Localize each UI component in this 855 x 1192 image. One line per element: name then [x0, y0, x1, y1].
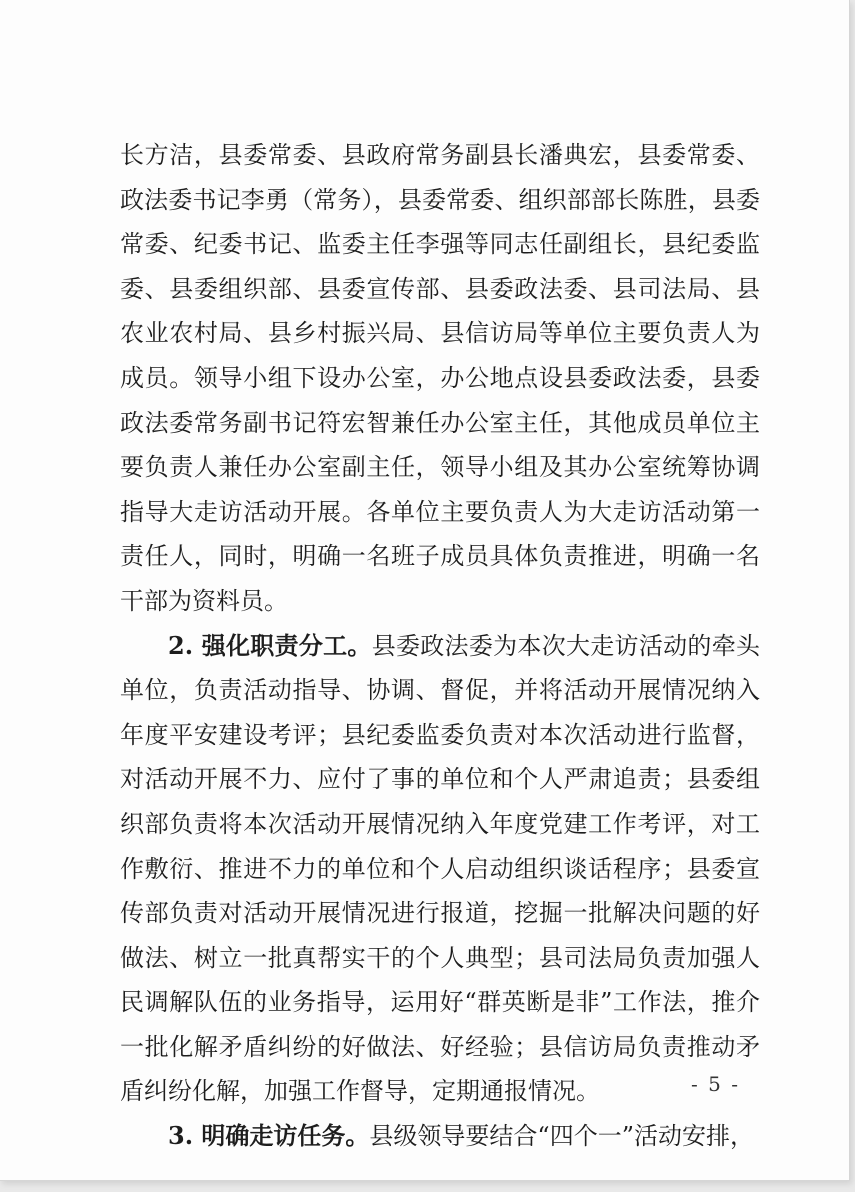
paragraph-duty-division: [120, 624, 760, 1115]
document-body: [120, 133, 760, 1159]
paragraph-text: 长方洁，县委常委、县政府常务副县长潘典宏，县委常委、政法委书记李勇（常务），县委常委、组织部部长陈胜，县委常委、纪委书记、监委主任李强等同志任副组长，县纪委监委、县委组织部、县委宣传部、县委政法委、县司法局、县农业农村局、县乡村振兴局、县信访局等单位主要负责人为成员。领导小组下设办公室，办公地点设县委政法委，县委政法委常务副书记符宏智兼任办公室主任，其他成员单位主要负责人兼任办公室副主任，领导小组及其办公室统筹协调指导大走访活动开展。各单位主要负责人为大走访活动第一责任人，同时，明确一名班子成员具体负责推进，明确一名干部为资料员。: [120, 141, 760, 615]
paragraph-visit-tasks: [120, 1114, 760, 1159]
section-heading-duty-division: 2. 强化职责分工。: [168, 630, 372, 660]
section-heading-visit-tasks: 3. 明确走访任务。: [168, 1121, 370, 1151]
page-number: - 5 -: [691, 1072, 740, 1096]
paragraph-text: 县级领导要结合“四个一”活动安排，: [369, 1122, 754, 1151]
paragraph-text: 县委政法委为本次大走访活动的牵头单位，负责活动指导、协调、督促，并将活动开展情况纳入年度平安建设考评；县纪委监委负责对本次活动进行监督，对活动开展不力、应付了事的单位和个人严肃追责；县委组织部负责将本次活动开展情况纳入年度党建工作考评，对工作敷衍、推进不力的单位和个人启动组织谈话程序；县委宣传部负责对活动开展情况进行报道，挖掘一批解决问题的好做法、树立一批真帮实干的个人典型；县司法局负责加强人民调解队伍的业务指导，运用好“群英断是非”工作法，推介一批化解矛盾纠纷的好做法、好经验；县信访局负责推动矛盾纠纷化解，加强工作督导，定期通报情况。: [120, 631, 760, 1106]
paragraph-leading-group-members: [120, 133, 760, 624]
